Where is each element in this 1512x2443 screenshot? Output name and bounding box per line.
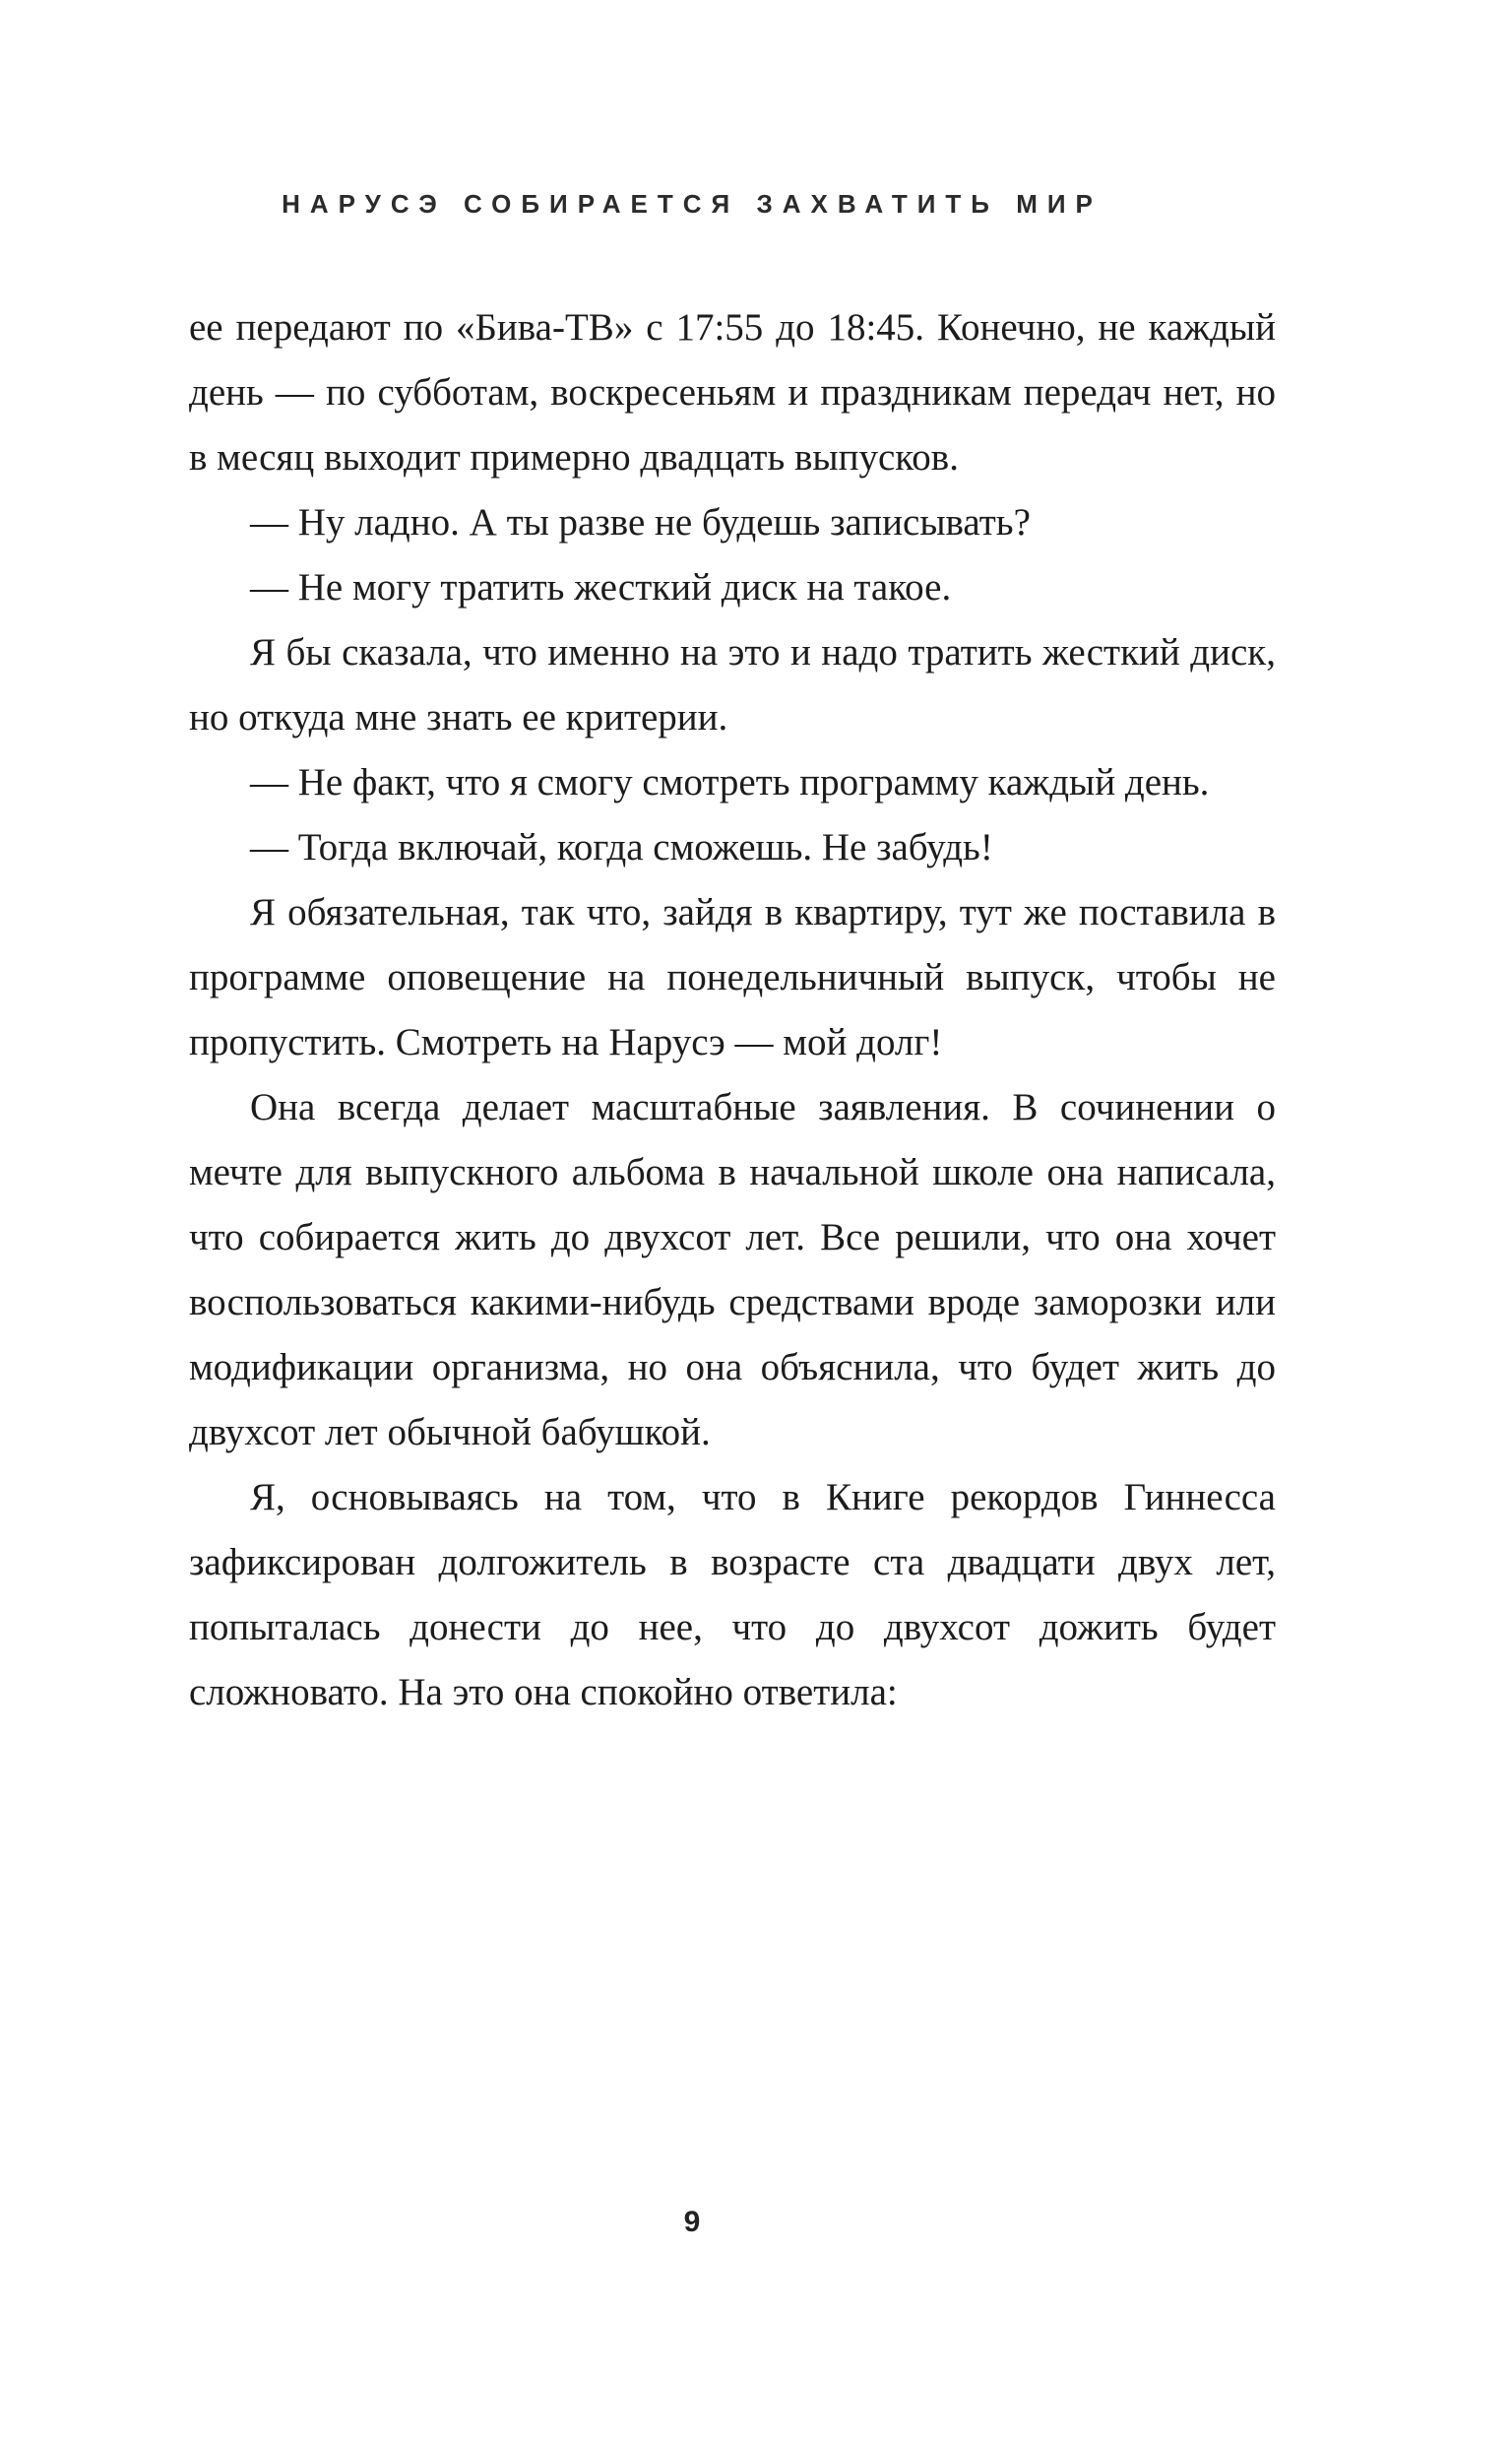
running-header: НАРУСЭ СОБИРАЕТСЯ ЗАХВАТИТЬ МИР [282, 189, 1102, 219]
paragraph: — Тогда включай, когда сможешь. Не забудь! [250, 826, 993, 868]
paragraph: Я обязательная, так что, зайдя в квартиру, тут же поставила в программе оповещение на понедельничный выпуск, чтобы не пропустить. Смотреть на Нарусэ — мой долг! [189, 891, 1276, 1063]
body-text [189, 295, 1276, 1725]
paragraph: Я бы сказала, что именно на это и надо тратить жесткий диск, но откуда мне знать ее критерии. [189, 631, 1276, 739]
paragraph: — Не могу тратить жесткий диск на такое. [250, 566, 952, 609]
paragraph: — Ну ладно. А ты разве не будешь записывать? [250, 501, 1031, 544]
paragraph: Она всегда делает масштабные заявления. В сочинении о мечте для выпускного альбома в начальной школе она написала, что собирается жить до двухсот лет. Все решили, что она хочет воспользоваться какими-нибудь средствами вроде заморозки или модификации организма, но она объяснила, что будет жить до двухсот лет обычной бабушкой. [189, 1086, 1276, 1453]
paragraph: — Не факт, что я смогу смотреть программу каждый день. [250, 761, 1210, 804]
paragraph: ее передают по «Бива-ТВ» с 17:55 до 18:45. Конечно, не каждый день — по субботам, воскресеньям и праздникам передач нет, но в месяц выходит примерно двадцать выпусков. [189, 306, 1276, 479]
paragraph: Я, основываясь на том, что в Книге рекордов Гиннесса зафиксирован долгожитель в возрасте ста двадцати двух лет, попыталась донести до нее, что до двухсот дожить будет сложновато. На это она спокойно ответила: [189, 1476, 1276, 1713]
page-number: 9 [683, 2206, 701, 2238]
